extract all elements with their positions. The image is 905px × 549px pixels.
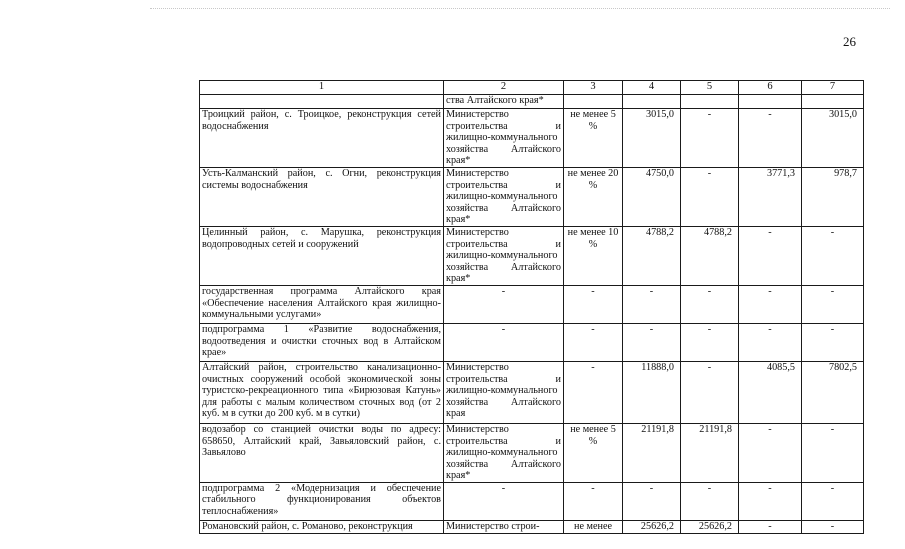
object-cell: водозабор со станцией очистки воды по адресу: 658650, Алтайский край, Завьяловский район, с. Завьялово [200, 423, 444, 482]
column-header: 2 [444, 81, 564, 95]
object-cell: Романовский район, с. Романово, реконструкция [200, 520, 444, 533]
value-cell: - [739, 423, 802, 482]
share-cell: не менее 20 % [564, 167, 623, 226]
value-cell [681, 95, 739, 109]
value-cell: - [802, 520, 864, 533]
table-row [200, 361, 864, 423]
table-row [200, 109, 864, 168]
value-cell: - [739, 323, 802, 361]
table-row [200, 323, 864, 361]
executor-cell: - [444, 482, 564, 520]
share-cell: - [564, 361, 623, 423]
value-cell [623, 95, 681, 109]
table-row [200, 226, 864, 285]
budget-table [199, 80, 864, 534]
scan-artifact-line [150, 8, 890, 9]
object-cell: подпрограмма 1 «Развитие водоснабжения, водоотведения и очистки сточных вод в Алтайском крае» [200, 323, 444, 361]
executor-cell: Министерство строительства и жилищно-коммунального хозяйства Алтайского края [444, 361, 564, 423]
object-cell: Целинный район, с. Марушка, реконструкция водопроводных сетей и сооружений [200, 226, 444, 285]
value-cell: - [802, 285, 864, 323]
value-cell: 3015,0 [623, 109, 681, 168]
executor-cell: ства Алтайского края* [444, 95, 564, 109]
value-cell: - [623, 482, 681, 520]
value-cell: 11888,0 [623, 361, 681, 423]
value-cell: - [681, 482, 739, 520]
value-cell: - [739, 226, 802, 285]
value-cell: 978,7 [802, 167, 864, 226]
value-cell: 25626,2 [623, 520, 681, 533]
value-cell: - [681, 361, 739, 423]
object-cell: подпрограмма 2 «Модернизация и обеспечение стабильного функционирования объектов теплоснабжения» [200, 482, 444, 520]
executor-cell: - [444, 323, 564, 361]
executor-cell: Министерство строительства и жилищно-коммунального хозяйства Алтайского края* [444, 423, 564, 482]
value-cell: - [681, 285, 739, 323]
object-cell: Троицкий район, с. Троицкое, реконструкция сетей водоснабжения [200, 109, 444, 168]
value-cell: - [739, 482, 802, 520]
value-cell: - [739, 285, 802, 323]
column-header: 5 [681, 81, 739, 95]
table-row [200, 167, 864, 226]
value-cell: 4788,2 [623, 226, 681, 285]
column-header: 3 [564, 81, 623, 95]
value-cell: - [681, 323, 739, 361]
value-cell: 7802,5 [802, 361, 864, 423]
table-row [200, 423, 864, 482]
executor-cell: Министерство строи- [444, 520, 564, 533]
share-cell [564, 95, 623, 109]
value-cell: 21191,8 [681, 423, 739, 482]
object-cell: Усть-Калманский район, с. Огни, реконструкция системы водоснабжения [200, 167, 444, 226]
column-header: 4 [623, 81, 681, 95]
share-cell: не менее 5 % [564, 109, 623, 168]
share-cell: не менее 10 % [564, 226, 623, 285]
value-cell [739, 95, 802, 109]
value-cell: - [681, 109, 739, 168]
value-cell: - [802, 323, 864, 361]
value-cell: 21191,8 [623, 423, 681, 482]
executor-cell: - [444, 285, 564, 323]
table-row [200, 520, 864, 533]
share-cell: - [564, 285, 623, 323]
value-cell: - [802, 482, 864, 520]
table-row [200, 95, 864, 109]
share-cell: - [564, 482, 623, 520]
column-header: 1 [200, 81, 444, 95]
value-cell: 3015,0 [802, 109, 864, 168]
table-row [200, 285, 864, 323]
value-cell: - [802, 423, 864, 482]
value-cell: - [623, 323, 681, 361]
value-cell: 4750,0 [623, 167, 681, 226]
executor-cell: Министерство строительства и жилищно-коммунального хозяйства Алтайского края* [444, 109, 564, 168]
value-cell: 4085,5 [739, 361, 802, 423]
value-cell: - [623, 285, 681, 323]
value-cell: 3771,3 [739, 167, 802, 226]
executor-cell: Министерство строительства и жилищно-коммунального хозяйства Алтайского края* [444, 226, 564, 285]
share-cell: - [564, 323, 623, 361]
share-cell: не менее [564, 520, 623, 533]
header-row [200, 81, 864, 95]
object-cell: Алтайский район, строительство канализационно-очистных сооружений особой экономической зоны туристско-рекреационного типа «Бирюзовая Катунь» для работы с малым количеством сточных вод (от 2 куб. м в сутки до 200 куб. м в сутки) [200, 361, 444, 423]
executor-cell: Министерство строительства и жилищно-коммунального хозяйства Алтайского края* [444, 167, 564, 226]
table-row [200, 482, 864, 520]
object-cell [200, 95, 444, 109]
column-header: 6 [739, 81, 802, 95]
value-cell: - [802, 226, 864, 285]
value-cell: - [739, 520, 802, 533]
value-cell: - [739, 109, 802, 168]
page-number: 26 [843, 34, 856, 49]
share-cell: не менее 5 % [564, 423, 623, 482]
column-header: 7 [802, 81, 864, 95]
value-cell: - [681, 167, 739, 226]
object-cell: государственная программа Алтайского края «Обеспечение населения Алтайского края жилищно-коммунальными услугами» [200, 285, 444, 323]
value-cell: 4788,2 [681, 226, 739, 285]
value-cell: 25626,2 [681, 520, 739, 533]
value-cell [802, 95, 864, 109]
